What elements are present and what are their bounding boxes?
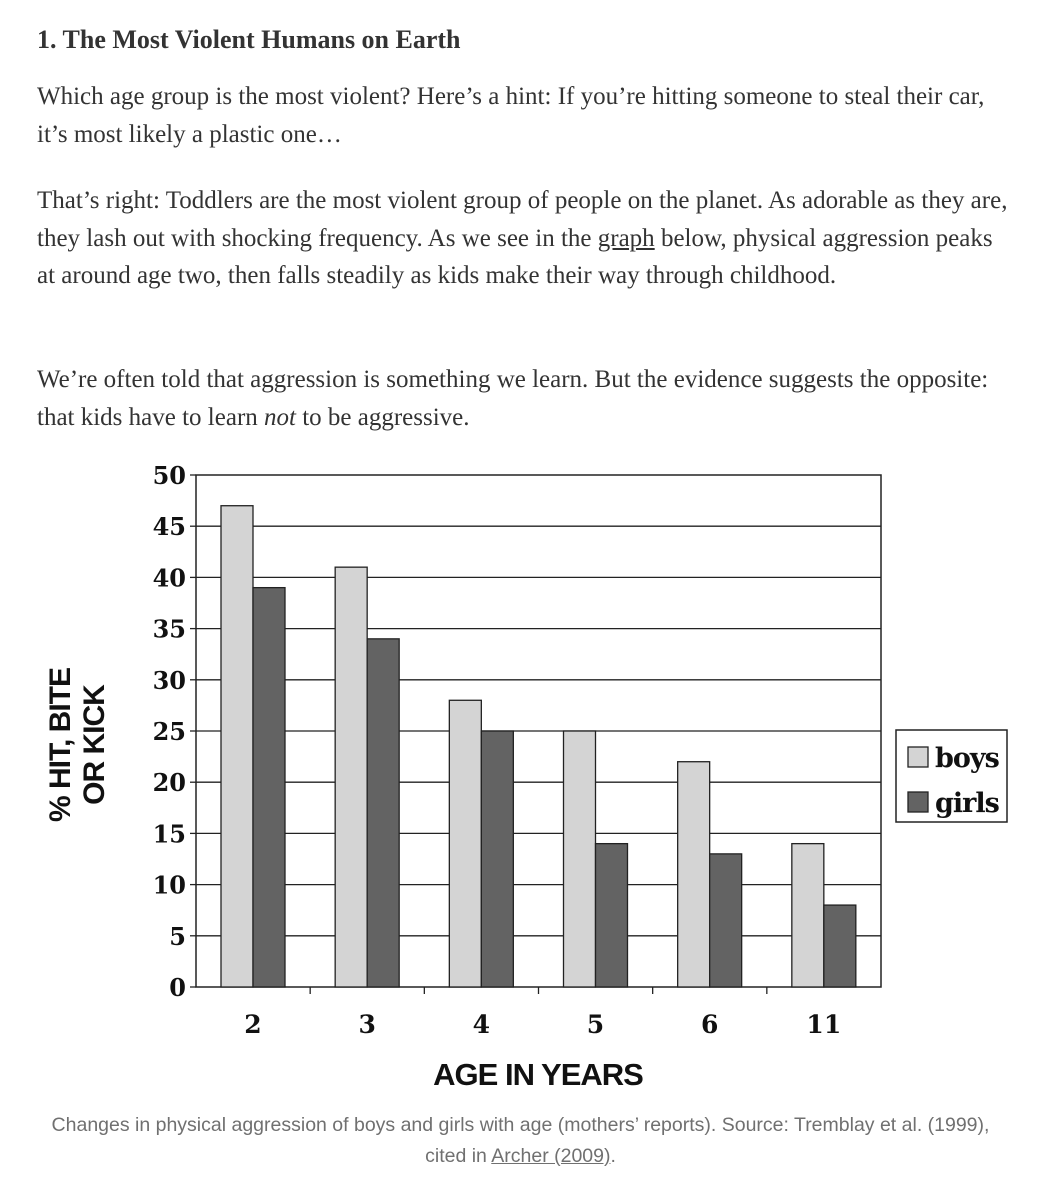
y-tick-label: 20 bbox=[152, 768, 186, 798]
section-heading: 1. The Most Violent Humans on Earth bbox=[37, 25, 461, 54]
paragraph-intro: Which age group is the most violent? Here’s a hint: If you’re hitting someone to steal their car, it’s most likely a plastic one… bbox=[37, 83, 985, 148]
y-tick-label: 5 bbox=[169, 921, 186, 951]
y-tick-label: 25 bbox=[152, 717, 186, 746]
bar-girls bbox=[481, 731, 513, 987]
x-tick-label: 2 bbox=[244, 1010, 262, 1039]
x-tick-label: 11 bbox=[806, 1010, 842, 1039]
legend-label-girls: girls bbox=[935, 788, 999, 819]
bar-boys bbox=[449, 700, 481, 987]
y-axis-label-line2: OR KICK bbox=[78, 685, 111, 805]
x-tick-label: 5 bbox=[586, 1010, 605, 1039]
y-tick-label: 30 bbox=[152, 665, 186, 695]
y-tick-label: 50 bbox=[152, 461, 186, 490]
paragraph-learning-text-end: to be aggressive. bbox=[295, 403, 470, 431]
bar-boys bbox=[564, 731, 596, 987]
paragraph-learning-text: We’re often told that aggression is something we learn. But the evidence suggests the opposite: that kids have to learn bbox=[37, 366, 989, 431]
y-tick-label: 15 bbox=[152, 819, 186, 849]
bar-boys bbox=[335, 567, 367, 987]
paragraph-toddlers-text-end: below, physical aggression peaks at around age two, then falls steadily as kids make their way through childhood. bbox=[37, 224, 993, 289]
bar-girls bbox=[824, 905, 856, 987]
bar-boys bbox=[678, 762, 710, 987]
y-axis-label-line1: % HIT, BITE bbox=[44, 667, 77, 823]
y-tick-label: 10 bbox=[152, 870, 186, 900]
bar-girls bbox=[367, 639, 399, 987]
y-tick-label: 40 bbox=[152, 563, 186, 593]
archer-link[interactable]: Archer (2009) bbox=[491, 1145, 611, 1167]
emphasis-not: not bbox=[264, 403, 296, 431]
bar-girls bbox=[596, 844, 628, 987]
bar-boys bbox=[221, 506, 253, 987]
chart-figure bbox=[0, 455, 1041, 1095]
legend-swatch-girls bbox=[908, 792, 928, 812]
figure-caption bbox=[40, 1110, 1001, 1172]
legend-swatch-boys bbox=[908, 747, 928, 767]
aggression-bar-chart bbox=[0, 455, 1041, 1095]
bar-boys bbox=[792, 844, 824, 987]
y-tick-label: 35 bbox=[152, 614, 186, 644]
y-tick-label: 0 bbox=[169, 973, 186, 1002]
x-tick-label: 3 bbox=[358, 1010, 376, 1039]
paragraph-toddlers bbox=[37, 182, 1012, 295]
caption-end: . bbox=[610, 1145, 616, 1167]
y-axis-label bbox=[44, 668, 111, 822]
y-tick-label: 45 bbox=[152, 512, 186, 542]
x-tick-label: 6 bbox=[700, 1010, 719, 1039]
paragraph-learning bbox=[37, 361, 1012, 436]
paragraph-toddlers-text: That’s right: Toddlers are the most violent group of people on the planet. As adorable as they are, they lash out with shocking frequency. As we see in the bbox=[37, 187, 1008, 252]
graph-link[interactable]: graph bbox=[597, 224, 655, 252]
x-tick-label: 4 bbox=[472, 1010, 491, 1039]
bar-girls bbox=[253, 588, 285, 987]
caption-text: Changes in physical aggression of boys and girls with age (mothers’ reports). Source: Tremblay et al. (1999), cited in bbox=[51, 1114, 990, 1167]
bar-girls bbox=[710, 854, 742, 987]
legend-label-boys: boys bbox=[935, 743, 999, 774]
x-axis-label: AGE IN YEARS bbox=[433, 1057, 643, 1092]
